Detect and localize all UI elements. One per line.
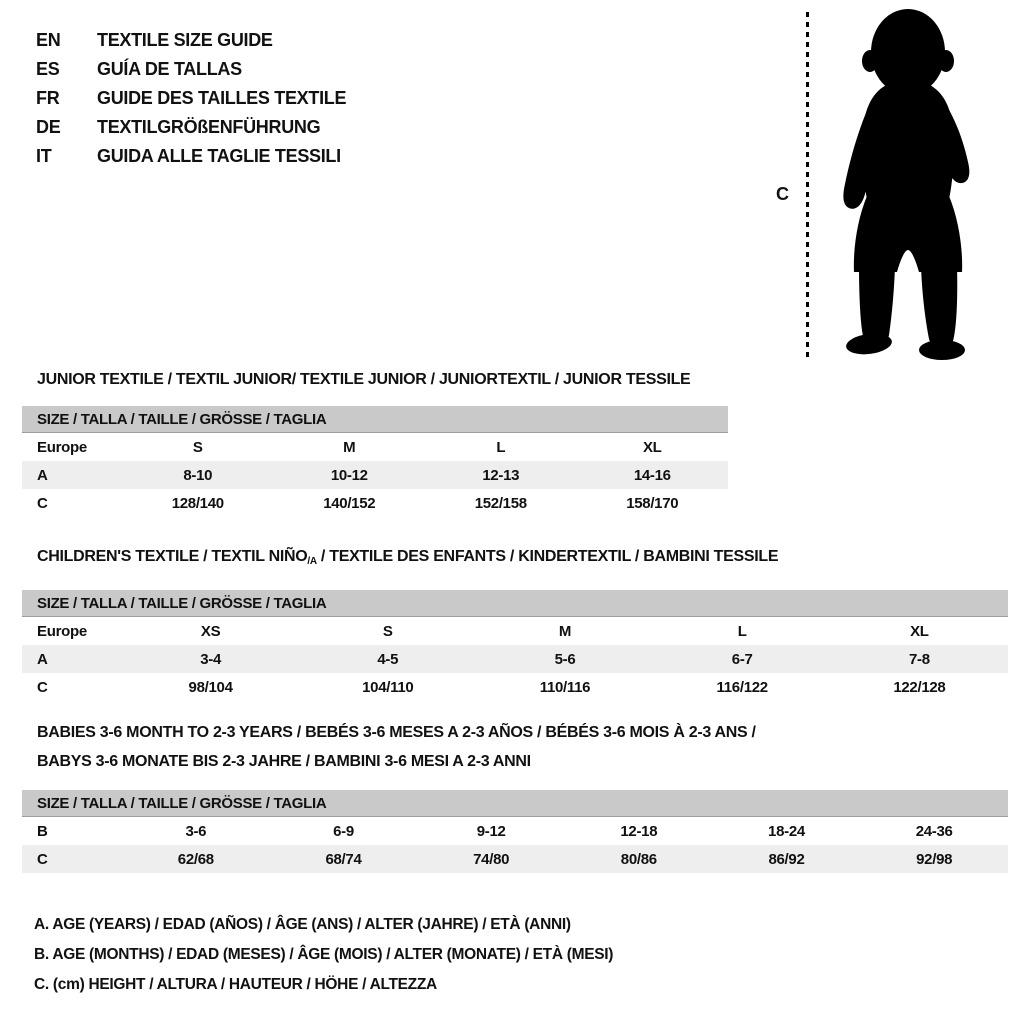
height-measure-label: C [776, 184, 789, 204]
table-cell: 5-6 [554, 650, 576, 668]
table-row-height [22, 489, 728, 517]
table-cell: 8-10 [183, 466, 213, 484]
table-cell: 3-6 [185, 822, 207, 840]
children-title-text: CHILDREN'S TEXTILE / TEXTIL NIÑO [37, 548, 308, 565]
language-code: EN [36, 30, 61, 50]
measurement-legend [34, 910, 613, 1000]
language-code: DE [36, 117, 61, 137]
table-cell: 10-12 [330, 466, 368, 484]
legend-line-a: A. AGE (YEARS) / EDAD (AÑOS) / ÂGE (ANS) / ALTER (JAHRE) / ETÀ (ANNI) [34, 916, 571, 933]
guide-title-it: GUIDA ALLE TAGLIE TESSILI [97, 146, 341, 166]
toddler-silhouette-icon [820, 4, 995, 360]
table-cell: 158/170 [626, 494, 679, 512]
children-size-table [22, 590, 1008, 701]
junior-section-title: JUNIOR TEXTILE / TEXTIL JUNIOR/ TEXTILE JUNIOR / JUNIORTEXTIL / JUNIOR TESSILE [37, 371, 691, 388]
guide-title-en: TEXTILE SIZE GUIDE [97, 30, 273, 50]
guide-title-es: GUÍA DE TALLAS [97, 59, 242, 79]
table-cell: XL [642, 438, 662, 456]
table-cell: 12-18 [620, 822, 658, 840]
table-cell: 92/98 [916, 850, 953, 868]
table-cell: XS [200, 622, 221, 640]
table-cell: 62/68 [177, 850, 214, 868]
table-cell: 116/122 [716, 678, 768, 696]
table-header-bar: SIZE / TALLA / TAILLE / GRÖSSE / TAGLIA [22, 590, 1008, 617]
legend-line-b: B. AGE (MONTHS) / EDAD (MESES) / ÂGE (MOIS) / ALTER (MONATE) / ETÀ (MESI) [34, 946, 614, 963]
table-row-age [22, 645, 1008, 673]
table-cell: 98/104 [188, 678, 233, 696]
language-code: FR [36, 88, 60, 108]
table-cell: 128/140 [171, 494, 224, 512]
table-cell: 7-8 [909, 650, 930, 668]
table-cell: 4-5 [377, 650, 399, 668]
language-row-en [36, 26, 346, 55]
language-row-de [36, 113, 346, 142]
junior-size-table [22, 406, 728, 517]
table-cell: 104/110 [362, 678, 414, 696]
table-cell: L [496, 438, 506, 456]
table-cell: 80/86 [620, 850, 657, 868]
table-cell: 9-12 [476, 822, 506, 840]
language-code: IT [36, 146, 52, 166]
babies-size-table [22, 790, 1008, 873]
table-cell: M [558, 622, 572, 640]
row-label: A [37, 650, 48, 668]
table-row-age [22, 461, 728, 489]
table-cell: 12-13 [482, 466, 520, 484]
row-label: C [37, 850, 48, 868]
language-code: ES [36, 59, 60, 79]
children-title-text: / TEXTILE DES ENFANTS / KINDERTEXTIL / BAMBINI TESSILE [316, 548, 779, 565]
children-title-subscript: /A [307, 556, 317, 567]
table-cell: XL [910, 622, 929, 640]
table-cell: 86/92 [768, 850, 805, 868]
table-cell: 68/74 [325, 850, 362, 868]
language-row-it [36, 142, 346, 171]
table-cell: 3-4 [200, 650, 221, 668]
language-row-fr [36, 84, 346, 113]
language-row-es [36, 55, 346, 84]
guide-title-de: TEXTILGRÖßENFÜHRUNG [97, 117, 321, 137]
row-label: C [37, 678, 48, 696]
table-row-age-months [22, 817, 1008, 845]
table-cell: 18-24 [768, 822, 805, 840]
table-cell: 6-7 [731, 650, 753, 668]
row-label: A [37, 466, 48, 484]
children-section-title [37, 548, 778, 567]
table-cell: 140/152 [323, 494, 376, 512]
babies-section-title [37, 718, 756, 776]
table-header-bar: SIZE / TALLA / TAILLE / GRÖSSE / TAGLIA [22, 790, 1008, 817]
table-cell: 110/116 [539, 678, 591, 696]
babies-title-line1: BABIES 3-6 MONTH TO 2-3 YEARS / BEBÉS 3-6 MESES A 2-3 AÑOS / BÉBÉS 3-6 MOIS À 2-3 ANS / [37, 724, 756, 741]
legend-line-c: C. (cm) HEIGHT / ALTURA / HAUTEUR / HÖHE / ALTEZZA [34, 976, 437, 993]
table-cell: 24-36 [915, 822, 953, 840]
table-cell: S [192, 438, 203, 456]
babies-title-line2: BABYS 3-6 MONATE BIS 2-3 JAHRE / BAMBINI 3-6 MESI A 2-3 ANNI [37, 753, 531, 770]
row-label: Europe [37, 438, 87, 456]
table-cell: M [343, 438, 356, 456]
table-cell: 6-9 [333, 822, 354, 840]
row-label: B [37, 822, 48, 840]
height-measure-dashed-line [806, 12, 809, 358]
row-label: C [37, 494, 48, 512]
table-row-europe [22, 433, 728, 461]
table-row-height [22, 845, 1008, 873]
table-cell: 152/158 [474, 494, 527, 512]
table-cell: 122/128 [893, 678, 946, 696]
table-cell: 14-16 [633, 466, 671, 484]
guide-title-fr: GUIDE DES TAILLES TEXTILE [97, 88, 347, 108]
row-label: Europe [37, 622, 87, 640]
table-cell: 74/80 [473, 850, 510, 868]
table-header-bar: SIZE / TALLA / TAILLE / GRÖSSE / TAGLIA [22, 406, 728, 433]
table-row-europe [22, 617, 1008, 645]
language-title-list [36, 26, 346, 171]
table-row-height [22, 673, 1008, 701]
table-cell: L [737, 622, 747, 640]
table-cell: S [382, 622, 393, 640]
